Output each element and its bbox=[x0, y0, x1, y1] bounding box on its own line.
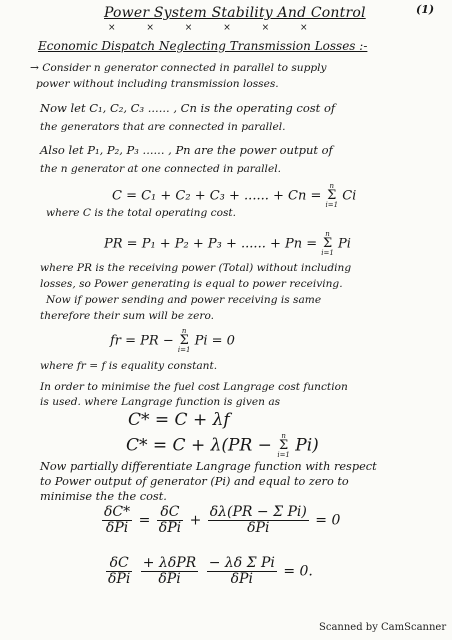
text-line: Now partially differentiate Langrage function with respect bbox=[40, 460, 377, 473]
text-line: where C is the total operating cost. bbox=[46, 207, 237, 219]
fraction: $\frac{\delta C*}{\text{δPi}}$ bbox=[104, 504, 131, 536]
equation-total-cost: C = C₁ + C₂ + C₃ + ...... + Cn = n Σ i=1 Ci bbox=[112, 182, 357, 209]
fraction: $\frac{\text{− λδ Σ Pi}}{\text{δPi}}$ bbox=[208, 555, 275, 587]
eq-text: C = C₁ + C₂ + C₃ + ...... + Cn = bbox=[112, 188, 322, 204]
page-title: Power System Stability And Control bbox=[104, 5, 366, 21]
fraction: $\frac{\text{+ λδPR}}{\text{δPi}}$ bbox=[142, 555, 197, 587]
equation-equality-constraint: fr = PR − n Σ i=1 Pi = 0 bbox=[110, 327, 235, 354]
text-line: Also let P₁, P₂, P₃ ...... , Pn are the power output of bbox=[40, 143, 333, 157]
summation-symbol: n Σ i=1 bbox=[177, 327, 191, 354]
summation-symbol: n Σ i=1 bbox=[321, 230, 334, 257]
text-line: where fr = f is equality constant. bbox=[40, 360, 218, 372]
text-line: In order to minimise the fuel cost Langrage cost function bbox=[40, 381, 348, 393]
summation-symbol: n Σ i=1 bbox=[277, 432, 290, 459]
title-marks: × × × × × × bbox=[108, 23, 322, 33]
fraction: $\frac{\delta C}{\text{δPi}}$ bbox=[108, 555, 131, 587]
equation-partial-derivative-expanded: $\frac{\delta C}{\text{δPi}}$ $\frac{\text{+ λδPR}}{\text{δPi}}$ $\frac{\text{− λδ Σ Pi}}{\text{δPi}}$ = 0. bbox=[108, 555, 313, 587]
fraction: $\frac{\text{δλ(PR − Σ Pi)}}{\text{δPi}}$ bbox=[209, 504, 307, 536]
page-number: (1) bbox=[416, 3, 435, 16]
equation-langrage-expanded: C* = C + λ(PR − n Σ i=1 Pi) bbox=[126, 432, 319, 459]
equation-partial-derivative: $\frac{\delta C*}{\text{δPi}}$ = $\frac{\delta C}{\text{δPi}}$ + $\frac{\text{δλ(PR − Σ Pi)}}{\text{δPi}}$ = 0 bbox=[104, 504, 341, 536]
text-line: minimise the the cost. bbox=[40, 490, 167, 503]
text-line: Now let C₁, C₂, C₃ ...... , Cn is the operating cost of bbox=[40, 101, 336, 115]
fraction: $\frac{\delta C}{\text{δPi}}$ bbox=[158, 504, 182, 536]
summation-symbol: n Σ i=1 bbox=[325, 182, 339, 209]
text-line: power without including transmission losses. bbox=[36, 78, 279, 90]
text-line: the generators that are connected in parallel. bbox=[40, 121, 286, 133]
text-line: Now if power sending and power receiving is same bbox=[46, 294, 322, 306]
text-line: → Consider n generator connected in parallel to supply bbox=[30, 62, 327, 74]
equation-langrage: C* = C + λf bbox=[128, 410, 230, 430]
text-line: to Power output of generator (Pi) and equal to zero to bbox=[40, 475, 349, 488]
text-line: the n generator at one connected in parallel. bbox=[40, 163, 281, 175]
text-line: is used. where Langrage function is given as bbox=[40, 396, 281, 408]
text-line: therefore their sum will be zero. bbox=[40, 310, 215, 322]
text-line: where PR is the receiving power (Total) without including bbox=[40, 262, 352, 274]
text-line: losses, so Power generating is equal to power receiving. bbox=[40, 278, 343, 290]
equation-receiving-power: PR = P₁ + P₂ + P₃ + ...... + Pn = n Σ i=1 Pi bbox=[104, 230, 351, 257]
scanner-watermark: Scanned by CamScanner bbox=[319, 622, 447, 633]
section-heading: Economic Dispatch Neglecting Transmission Losses :- bbox=[38, 39, 368, 53]
